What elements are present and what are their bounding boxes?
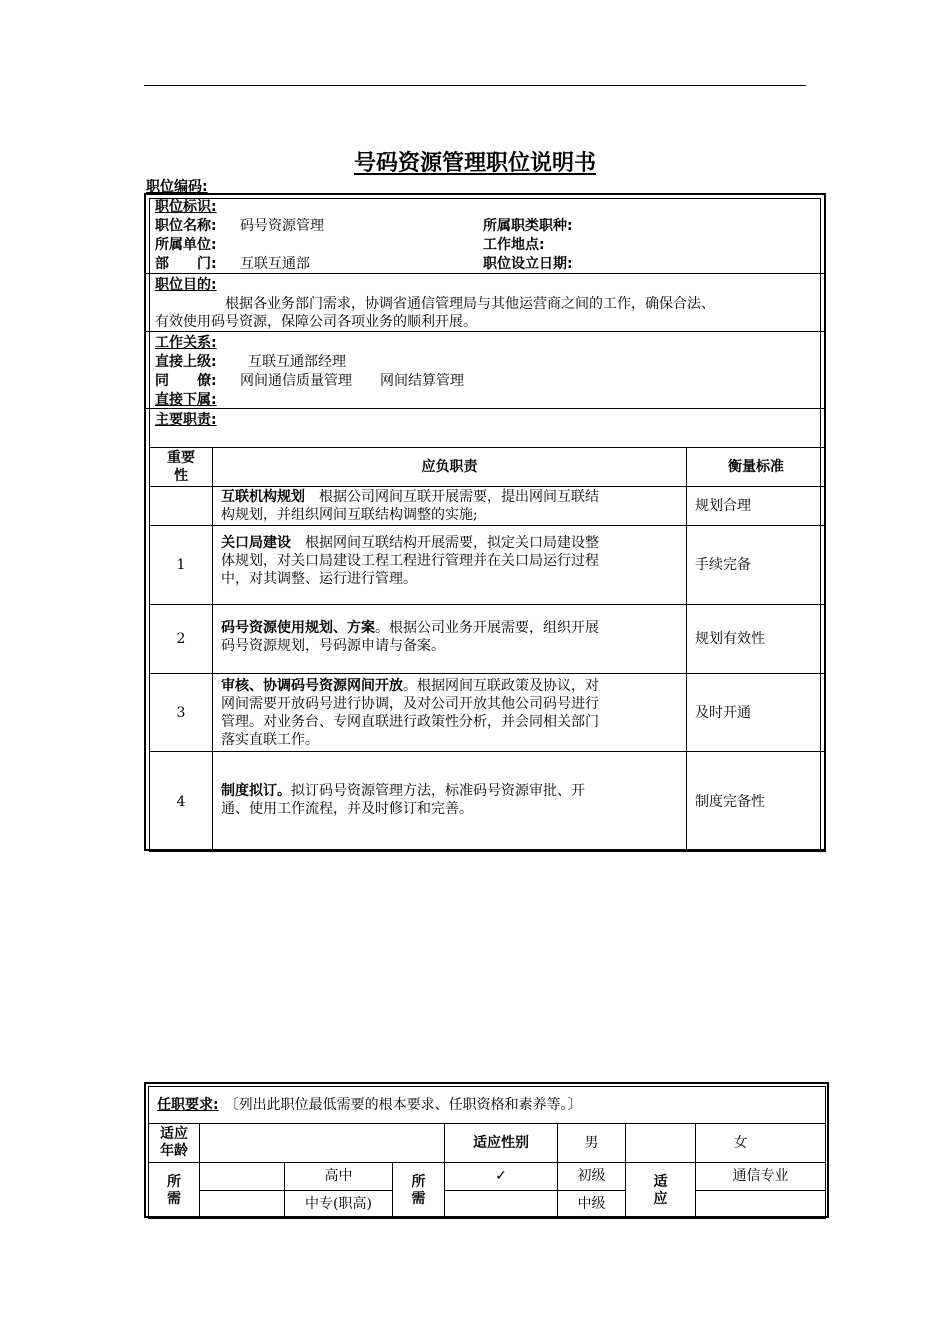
standard-cell: 规划有效性: [687, 605, 826, 674]
duty-cell: [213, 526, 687, 605]
subordinate-label: 直接下属:: [155, 392, 217, 408]
level-middle: 中级: [558, 1191, 626, 1219]
location-label: 工作地点:: [483, 237, 545, 253]
major-value-2: [696, 1191, 826, 1219]
table-row: [150, 605, 826, 674]
education-row-1: [149, 1163, 826, 1191]
header-rule: [144, 85, 806, 86]
education-high-school: 高中: [285, 1163, 393, 1191]
standard-cell: 制度完备性: [687, 752, 826, 852]
established-date-label: 职位设立日期:: [483, 256, 573, 272]
requirements-box: [144, 1082, 829, 1218]
education-need-label: 所需: [149, 1163, 200, 1219]
check-mark: ✓: [445, 1163, 558, 1191]
duty-header: 应负职责: [213, 448, 687, 487]
department-label: 部 门:: [155, 256, 217, 272]
position-name-label: 职位名称:: [155, 218, 217, 234]
duty-text: 构规划，并组织网间互联结构调整的实施;: [221, 507, 478, 523]
standard-header: 衡量标准: [687, 448, 826, 487]
identification-section: [146, 195, 824, 274]
age-label: 适应年龄: [149, 1124, 200, 1163]
purpose-line-2: 有效使用码号资源，保障公司各项业务的顺利开展。: [155, 314, 477, 330]
position-code-label: 职位编码:: [146, 179, 208, 195]
duty-text: 根据网间互联结构开展需要，拟定关口局建设整: [291, 535, 599, 551]
duties-header-row: [150, 448, 826, 487]
duty-text: 拟订码号资源管理方法，标准码号资源审批、开: [291, 783, 585, 799]
relations-section: [146, 332, 824, 409]
age-value: [200, 1124, 445, 1163]
importance-cell: [150, 487, 213, 526]
duty-title: 审核、协调码号资源网间开放: [221, 677, 403, 694]
duty-text: 体规划，对关口局建设工程工程进行管理并在关口局运行过程: [221, 553, 599, 569]
duty-title: 互联机构规划: [221, 489, 305, 505]
purpose-label: 职位目的:: [155, 277, 217, 293]
requirements-note: 〔列出此职位最低需要的根本要求、任职资格和素养等。〕: [224, 1096, 582, 1113]
education-vocational: 中专(职高): [285, 1191, 393, 1219]
department-value: 互联互通部: [240, 256, 310, 272]
position-description-box: [144, 193, 826, 851]
unit-label: 所属单位:: [155, 237, 217, 253]
standard-cell: 规划合理: [687, 487, 826, 526]
duty-title: 关口局建设: [221, 535, 291, 551]
main-duties-label: 主要职责:: [155, 412, 217, 428]
duty-text: 管理。对业务台、专网直联进行政策性分析，并会同相关部门: [221, 713, 599, 730]
requirements-table: [148, 1086, 826, 1219]
duty-cell: [213, 487, 687, 526]
purpose-section: [146, 274, 824, 332]
education-mark-2: [200, 1191, 285, 1219]
duty-title: 制度拟订。: [221, 783, 291, 799]
title-need-label: 所需: [393, 1163, 445, 1219]
duty-text: 码号资源规划，号码源申请与备案。: [221, 638, 445, 654]
age-gender-row: [149, 1124, 826, 1163]
duty-text: 。根据网间互联政策及协议，对: [403, 677, 599, 694]
gender-label: 适应性别: [445, 1124, 558, 1163]
identification-label: 职位标识:: [155, 199, 217, 215]
importance-cell: 1: [150, 526, 213, 605]
duty-text: 通、使用工作流程，并及时修订和完善。: [221, 801, 473, 817]
peer-value: 网间通信质量管理 网间结算管理: [240, 373, 464, 389]
table-row: [150, 487, 826, 526]
education-mark-1: [200, 1163, 285, 1191]
gender-male-mark: [626, 1124, 696, 1163]
duty-text: 网间需要开放码号进行协调，及对公司开放其他公司码号进行: [221, 695, 599, 712]
table-row: [150, 752, 826, 852]
requirements-header-row: [149, 1087, 826, 1124]
importance-header: 重要性: [150, 448, 213, 487]
page-title: 号码资源管理职位说明书: [353, 151, 596, 176]
category-label: 所属职类职种:: [483, 218, 573, 234]
importance-cell: 4: [150, 752, 213, 852]
duty-cell: [213, 752, 687, 852]
purpose-line-1: 根据各业务部门需求，协调省通信管理局与其他运营商之间的工作，确保合法、: [225, 296, 715, 312]
duty-title: 码号资源使用规划、方案: [221, 620, 375, 636]
table-row: [150, 674, 826, 752]
table-row: [150, 526, 826, 605]
duty-cell: [213, 674, 687, 752]
check-mark-2: [445, 1191, 558, 1219]
relations-label: 工作关系:: [155, 335, 217, 351]
duty-text: 落实直联工作。: [221, 731, 319, 748]
major-value: 通信专业: [696, 1163, 826, 1191]
superior-value: 互联互通部经理: [248, 354, 346, 370]
gender-male: 男: [558, 1124, 626, 1163]
level-junior: 初级: [558, 1163, 626, 1191]
duties-table: [149, 447, 826, 852]
position-name-value: 码号资源管理: [240, 218, 324, 234]
requirements-label: 任职要求:: [157, 1096, 219, 1113]
duty-text: 。根据公司业务开展需要，组织开展: [375, 620, 599, 636]
superior-label: 直接上级:: [155, 354, 217, 370]
peer-label: 同 僚:: [155, 373, 217, 389]
major-fit-label: 适应: [626, 1163, 696, 1219]
standard-cell: 手续完备: [687, 526, 826, 605]
standard-cell: 及时开通: [687, 674, 826, 752]
gender-female-label: 女: [733, 1134, 748, 1151]
education-row-2: [149, 1191, 826, 1219]
gender-female: [696, 1124, 826, 1163]
duty-text: 根据公司网间互联开展需要，提出网间互联结: [305, 489, 599, 505]
importance-cell: 3: [150, 674, 213, 752]
importance-cell: 2: [150, 605, 213, 674]
duty-cell: [213, 605, 687, 674]
requirements-header-cell: [149, 1087, 826, 1124]
duty-text: 中，对其调整、运行进行管理。: [221, 571, 417, 587]
